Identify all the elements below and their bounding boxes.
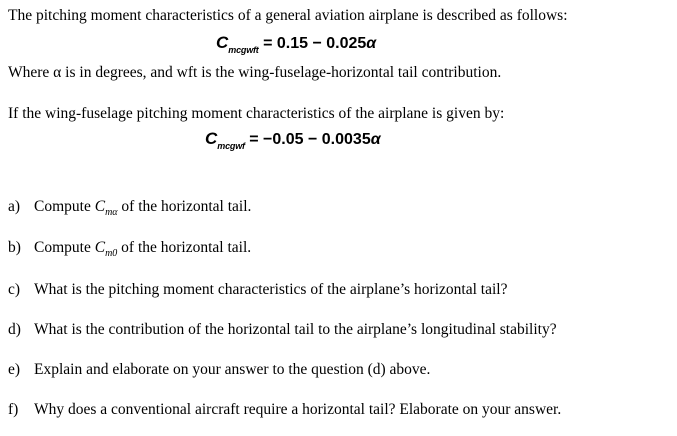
coefficient-subscript: mcgwft xyxy=(228,45,259,55)
coefficient-symbol: $C_{m0}$ xyxy=(94,239,118,259)
equation-wft xyxy=(216,33,376,55)
question-label: a) xyxy=(8,198,21,215)
question-f xyxy=(8,400,561,420)
intro-line-2: Where α is in degrees, and wft is the wing-fuselage-horizontal tail contribution. xyxy=(8,64,502,81)
question-b xyxy=(8,238,251,260)
coefficient-subscript: mcgwf xyxy=(217,141,245,151)
question-label: b) xyxy=(8,239,21,256)
question-text-pre: Compute xyxy=(34,239,95,256)
question-text-post: of the horizontal tail. xyxy=(117,239,252,256)
question-label: e) xyxy=(8,361,21,378)
coefficient-symbol: C xyxy=(216,33,229,52)
equation-variable: α xyxy=(370,131,381,148)
question-c xyxy=(8,280,507,300)
question-text-pre: Compute xyxy=(34,198,95,215)
coefficient-symbol: C xyxy=(205,129,218,148)
equation-rhs: = −0.05 − 0.0035 xyxy=(249,131,371,148)
question-text: What is the pitching moment characteristics of the airplane’s horizontal tail? xyxy=(34,281,508,298)
equation-variable: α xyxy=(366,35,377,52)
question-text: Explain and elaborate on your answer to the question (d) above. xyxy=(34,361,431,378)
question-label: c) xyxy=(8,281,21,298)
question-text: Why does a conventional aircraft require a horizontal tail? Elaborate on your answer. xyxy=(34,401,562,418)
coefficient-symbol: $C_{m\alpha}$ xyxy=(94,198,118,218)
question-e xyxy=(8,360,430,380)
equation-rhs: = 0.15 − 0.025 xyxy=(263,35,367,52)
intro-line-3: If the wing-fuselage pitching moment characteristics of the airplane is given by: xyxy=(8,105,505,122)
equation-wf xyxy=(205,129,381,151)
question-text: What is the contribution of the horizontal tail to the airplane’s longitudinal stability? xyxy=(34,321,557,338)
question-text-post: of the horizontal tail. xyxy=(117,198,252,215)
question-a xyxy=(8,197,251,219)
intro-line-1: The pitching moment characteristics of a general aviation airplane is described as follows: xyxy=(8,7,568,24)
question-label: f) xyxy=(8,401,19,418)
question-d xyxy=(8,320,557,340)
question-label: d) xyxy=(8,321,21,338)
